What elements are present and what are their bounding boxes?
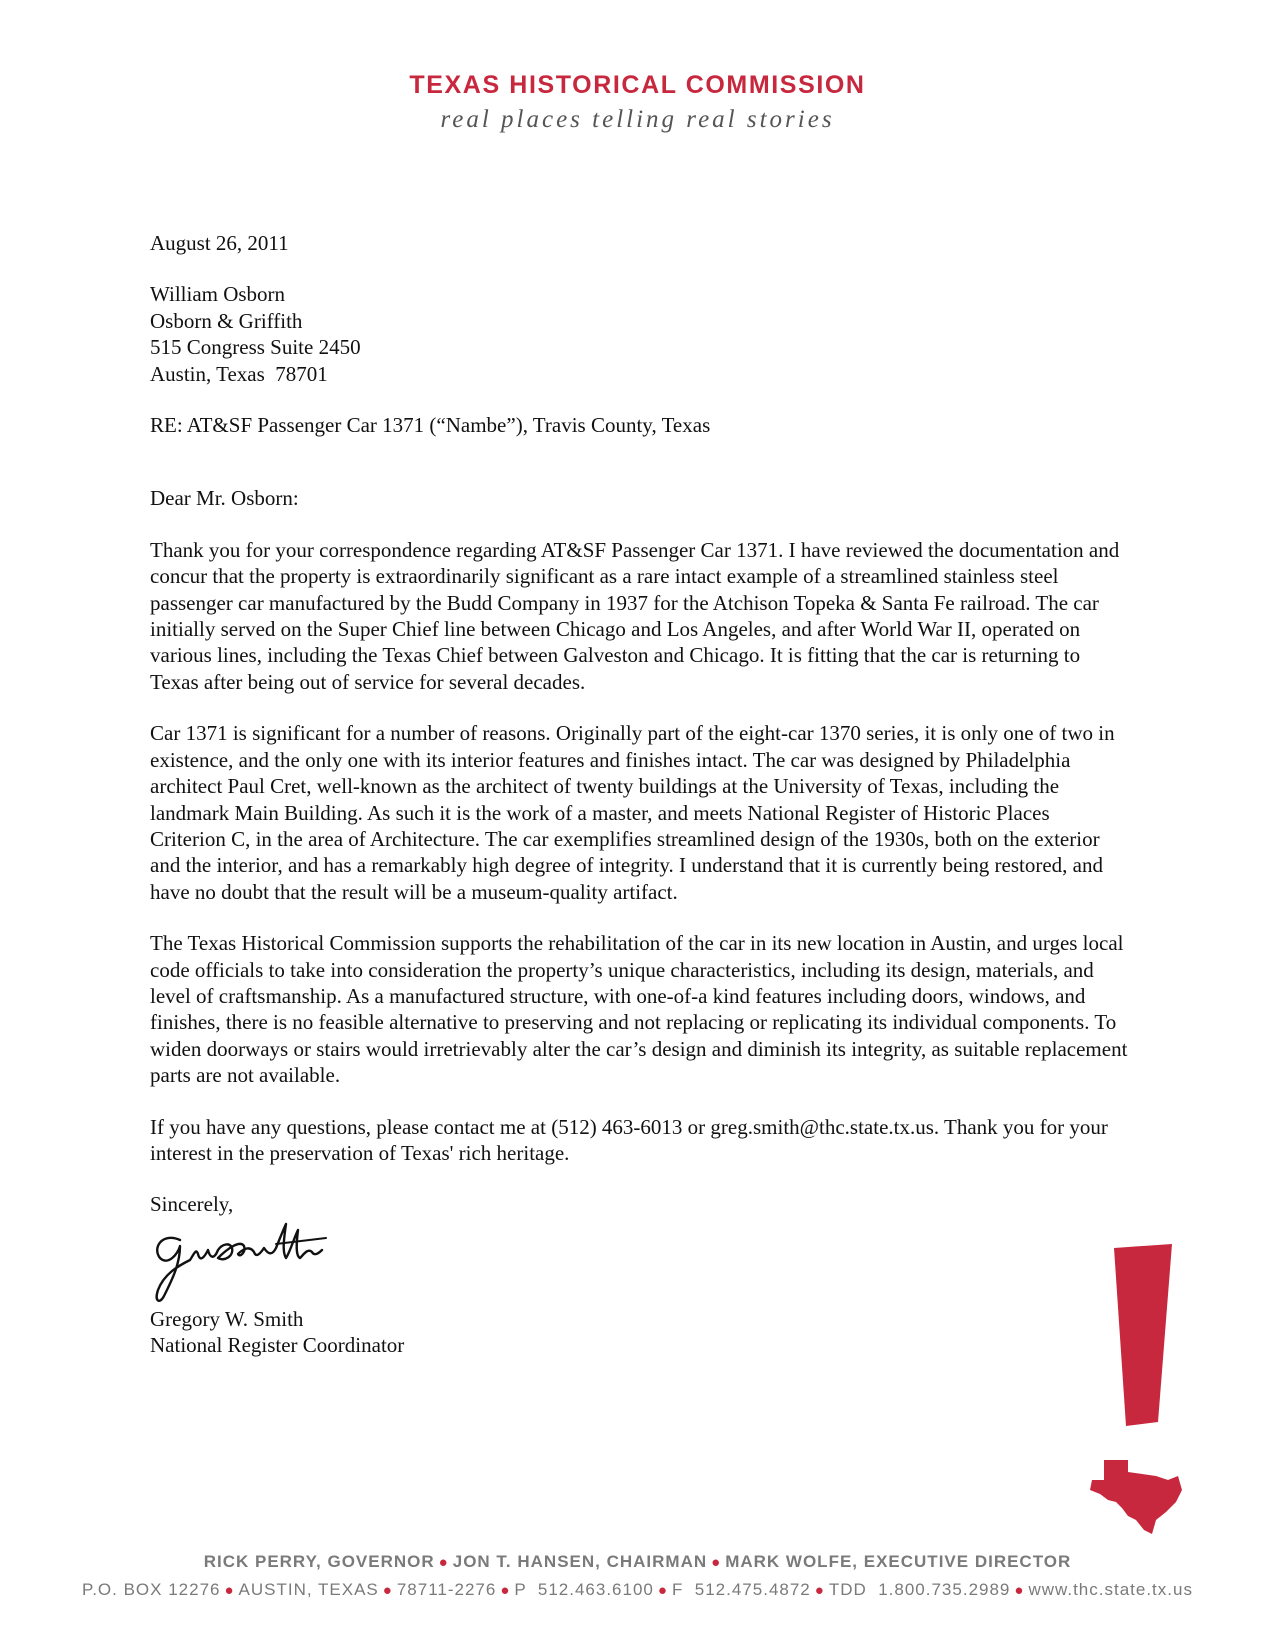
bullet-dot-icon: ● (438, 1554, 449, 1571)
recipient-name: William Osborn (150, 282, 286, 307)
subject-line: RE: AT&SF Passenger Car 1371 (“Nambe”), Travis County, Texas (150, 413, 711, 438)
body-paragraph: If you have any questions, please contact me at (512) 463-6013 or greg.smith@thc.state.tx.us. Thank you for your interest in the preservation of Texas' rich heritage. (150, 1114, 1108, 1165)
letter-date: August 26, 2011 (150, 231, 289, 255)
signer-name: Gregory W. Smith (150, 1306, 304, 1331)
letter-body (150, 230, 1130, 1359)
footer-website: www.thc.state.tx.us (1028, 1580, 1193, 1599)
footer-tdd: TDD 1.800.735.2989 (828, 1580, 1011, 1599)
bullet-dot-icon: ● (657, 1582, 668, 1599)
recipient-address (150, 281, 1130, 387)
bullet-dot-icon: ● (814, 1582, 825, 1599)
bullet-dot-icon: ● (224, 1582, 235, 1599)
recipient-company: Osborn & Griffith (150, 308, 303, 333)
closing: Sincerely, (150, 1192, 234, 1217)
bullet-dot-icon: ● (500, 1582, 511, 1599)
footer-officials (0, 1552, 1275, 1572)
body-paragraph: The Texas Historical Commission supports the rehabilitation of the car in its new location in Austin, and urges local code officials to take into consideration the property’s unique characteristics, including its design, materials, and level of craftsmanship. As a manufactured structure, with one-of-a kind features including doors, windows, and finishes, there is no feasible alternative to preserving and not replacing or replicating its individual components. To widen doorways or stairs would irretrievably alter the car’s design and diminish its integrity, as suitable replacement parts are not available. (150, 931, 1128, 1088)
letterhead (0, 70, 1275, 136)
handwritten-signature (150, 1218, 330, 1306)
exclamation-texas-logo-icon (1070, 1240, 1190, 1570)
footer-governor: RICK PERRY, GOVERNOR (203, 1552, 435, 1571)
salutation: Dear Mr. Osborn: (150, 486, 299, 511)
footer-phone: P 512.463.6100 (514, 1580, 654, 1599)
recipient-city: Austin, Texas 78701 (150, 361, 328, 386)
organization-name: TEXAS HISTORICAL COMMISSION (409, 71, 866, 99)
signer-title: National Register Coordinator (150, 1333, 405, 1358)
body-paragraph: Car 1371 is significant for a number of reasons. Originally part of the eight-car 1370 series, it is only one of two in existence, and the only one with its interior features and finishes intact. The car was designed by Philadelphia architect Paul Cret, well-known as the architect of twenty buildings at the University of Texas, including the landmark Main Building. As such it is the work of a master, and meets National Register of Historic Places Criterion C, in the area of Architecture. The car exemplifies streamlined design of the 1930s, both on the exterior and the interior, and has a remarkably high degree of integrity. I understand that it is currently being restored, and have no doubt that the result will be a museum-quality artifact. (150, 721, 1115, 904)
footer-director: MARK WOLFE, EXECUTIVE DIRECTOR (725, 1552, 1072, 1571)
bullet-dot-icon: ● (382, 1582, 393, 1599)
footer-zip: 78711-2276 (396, 1580, 497, 1599)
footer-contact (0, 1580, 1275, 1600)
footer-fax: F 512.475.4872 (671, 1580, 811, 1599)
organization-tagline: real places telling real stories (440, 106, 835, 133)
footer-chairman: JON T. HANSEN, CHAIRMAN (452, 1552, 708, 1571)
bullet-dot-icon: ● (1014, 1582, 1025, 1599)
bullet-dot-icon: ● (711, 1554, 722, 1571)
footer-po-box: P.O. BOX 12276 (82, 1580, 221, 1599)
body-paragraph: Thank you for your correspondence regarding AT&SF Passenger Car 1371. I have reviewed the documentation and concur that the property is extraordinarily significant as a rare intact example of a streamlined stainless steel passenger car manufactured by the Budd Company in 1937 for the Atchison Topeka & Santa Fe railroad. The car initially served on the Super Chief line between Chicago and Los Angeles, and after World War II, operated on various lines, including the Texas Chief between Galveston and Chicago. It is fitting that the car is returning to Texas after being out of service for several decades. (150, 537, 1120, 694)
footer-city: AUSTIN, TEXAS (238, 1580, 379, 1599)
recipient-street: 515 Congress Suite 2450 (150, 335, 361, 360)
